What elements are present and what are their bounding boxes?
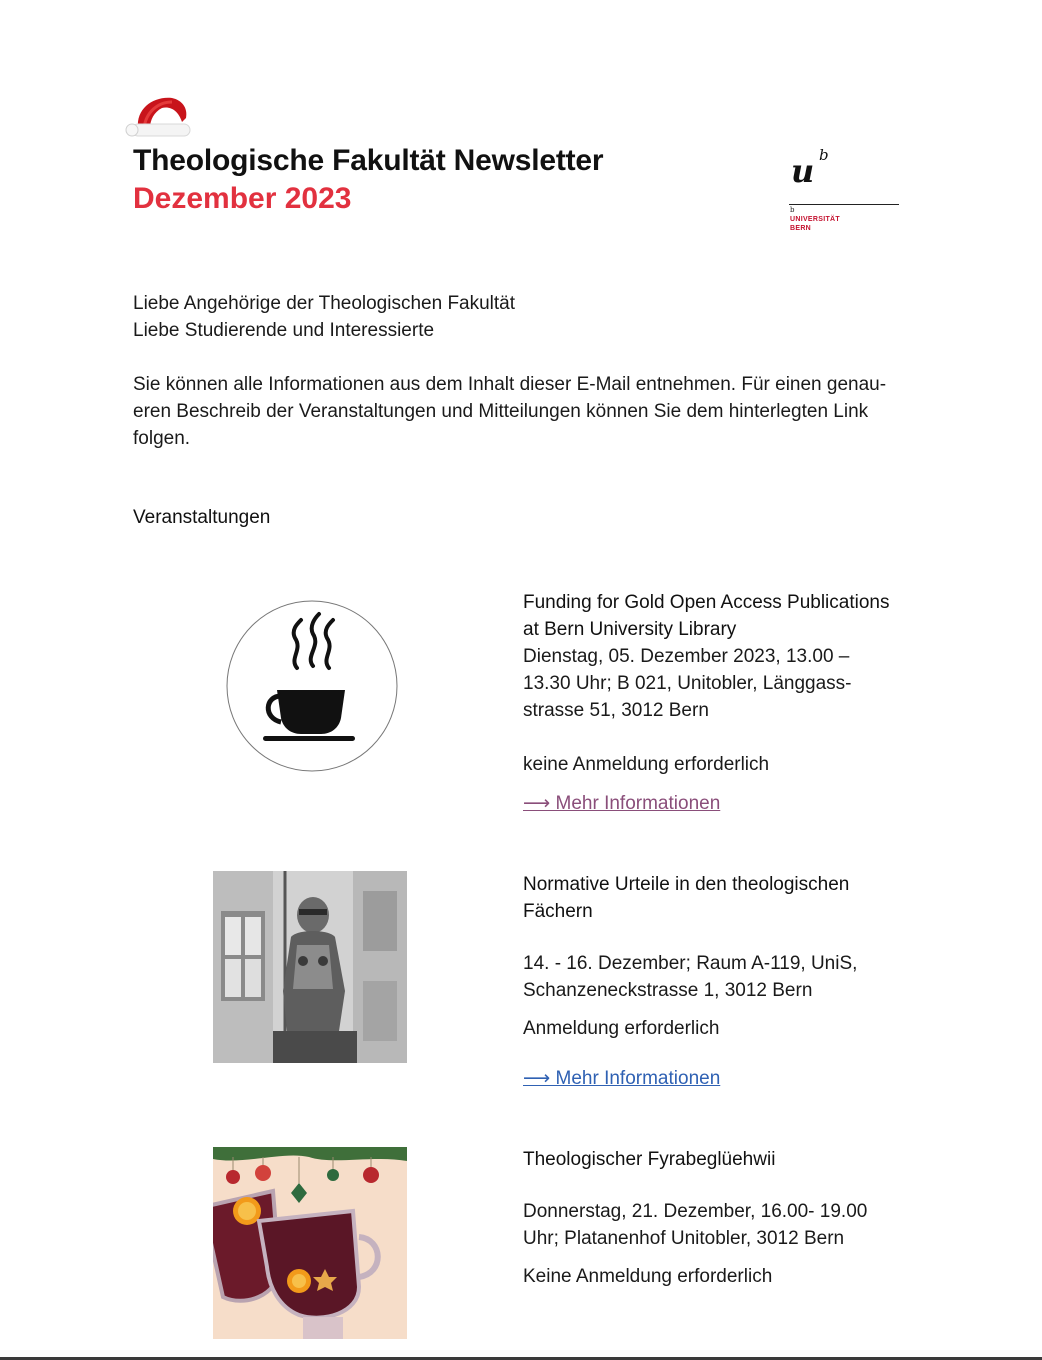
logo-wordmark <box>790 215 840 233</box>
logo-divider <box>789 204 899 205</box>
more-info-link[interactable]: ⟶ Mehr Informationen <box>523 793 721 814</box>
santa-hat-icon <box>124 92 194 142</box>
logo-mark: u <box>791 152 815 190</box>
event-registration: Keine Anmeldung erforderlich <box>523 1266 773 1287</box>
logo-superscript: b <box>819 146 829 164</box>
event-title: Funding for Gold Open Access Publications at Bern University Library <box>523 592 890 640</box>
page-title: Theologische Fakultät Newsletter <box>133 144 604 177</box>
newsletter-date: Dezember 2023 <box>133 182 352 215</box>
more-info-link[interactable]: ⟶ Mehr Informationen <box>523 1068 721 1089</box>
event-details: Donnerstag, 21. Dezember, 16.00- 19.00 Uhr; Platanenhof Unitobler, 3012 Bern <box>523 1201 868 1249</box>
event-details: Dienstag, 05. Dezember 2023, 13.00 – 13.30 Uhr; B 021, Unitobler, Länggassstrasse 51, 3012 Bern <box>523 646 852 721</box>
section-heading: Veranstaltungen <box>133 507 271 528</box>
logo-small-b: b <box>790 206 795 214</box>
event-title: Theologischer Fyrabeglüehwii <box>523 1149 776 1170</box>
justitia-statue-photo <box>213 871 407 1063</box>
event-details: 14. - 16. Dezember; Raum A-119, UniS, Schanzeneckstrasse 1, 3012 Bern <box>523 953 858 1001</box>
greeting-line-2: Liebe Studierende und Interessierte <box>133 320 435 341</box>
university-logo <box>789 148 901 238</box>
intro-paragraph: Sie können alle Informationen aus dem Inhalt dieser E-Mail entnehmen. Für einen genaueren Beschreib der Veranstaltungen und Mitteilungen können Sie dem hinterlegten Link folgen. <box>133 374 887 449</box>
logo-line-2: BERN <box>790 225 812 232</box>
mulled-wine-illustration <box>213 1147 407 1339</box>
event-title: Normative Urteile in den theologischen Fächern <box>523 874 850 922</box>
event-registration: Anmeldung erforderlich <box>523 1018 720 1039</box>
event-registration: keine Anmeldung erforderlich <box>523 754 770 775</box>
coffee-cup-icon <box>225 600 399 774</box>
greeting-line-1: Liebe Angehörige der Theologischen Fakultät <box>133 293 516 314</box>
logo-line-1: UNIVERSITÄT <box>790 216 840 223</box>
